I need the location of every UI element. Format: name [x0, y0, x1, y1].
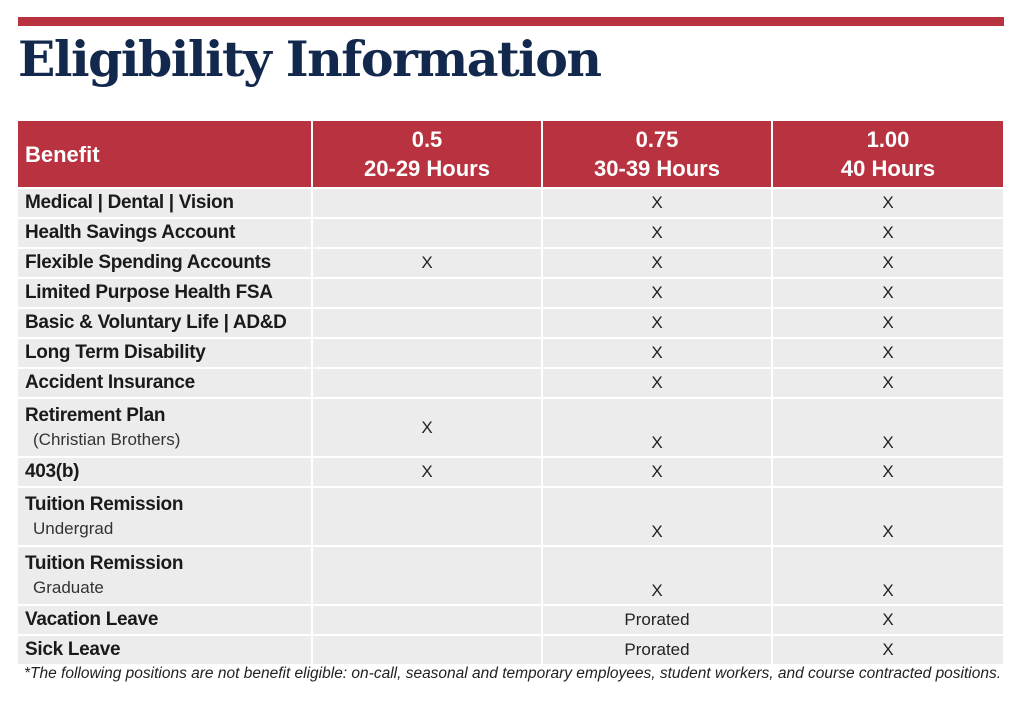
eligibility-cell: [542, 605, 772, 635]
table-row: [18, 308, 1003, 338]
eligible-mark: X: [421, 253, 433, 272]
eligibility-cell: [312, 546, 542, 605]
benefit-cell: [18, 278, 312, 308]
eligible-mark: X: [651, 193, 663, 212]
table-row: [18, 487, 1003, 546]
footnote: *The following positions are not benefit eligible: on-call, seasonal and temporary employees, student workers, and course contracted positions.: [24, 665, 1002, 682]
eligibility-cell: [542, 368, 772, 398]
eligibility-cell: [772, 278, 1003, 308]
benefit-cell: [18, 248, 312, 278]
table-row: [18, 278, 1003, 308]
benefit-name: 403(b): [25, 461, 80, 482]
header-hours: 30-39 Hours: [594, 156, 720, 181]
eligible-mark: X: [882, 640, 894, 659]
eligibility-cell: [772, 546, 1003, 605]
eligibility-cell: [312, 338, 542, 368]
eligible-mark: X: [882, 253, 894, 272]
benefit-cell: [18, 218, 312, 248]
eligible-mark: X: [882, 462, 894, 481]
eligible-mark: X: [651, 313, 663, 332]
benefit-name: Retirement Plan: [25, 404, 166, 426]
header-fte-0-75: [542, 121, 772, 188]
eligibility-cell: [312, 487, 542, 546]
eligibility-cell: [542, 338, 772, 368]
header-hours: 20-29 Hours: [364, 156, 490, 181]
eligibility-cell: [542, 546, 772, 605]
eligibility-cell: [542, 188, 772, 218]
eligible-mark: X: [882, 193, 894, 212]
benefit-cell: [18, 188, 312, 218]
eligibility-cell: [772, 218, 1003, 248]
eligibility-cell: [772, 338, 1003, 368]
eligible-mark: X: [882, 610, 894, 629]
eligible-mark: X: [651, 462, 663, 481]
table-row: [18, 248, 1003, 278]
eligible-mark: X: [882, 313, 894, 332]
benefit-name: Health Savings Account: [25, 222, 236, 243]
benefit-name: Tuition Remission: [25, 552, 184, 574]
benefit-name: Flexible Spending Accounts: [25, 252, 271, 273]
header-fte-value: 1.00: [866, 127, 910, 152]
eligible-mark: X: [421, 417, 433, 437]
benefit-name: Long Term Disability: [25, 342, 206, 363]
eligible-mark: X: [882, 223, 894, 242]
eligible-mark: X: [882, 283, 894, 302]
table-row: [18, 218, 1003, 248]
eligible-mark: X: [651, 223, 663, 242]
benefit-name: Tuition Remission: [25, 493, 184, 515]
eligible-mark: X: [651, 522, 663, 541]
eligibility-cell: [312, 218, 542, 248]
benefit-name: Accident Insurance: [25, 372, 195, 393]
eligibility-value: Prorated: [624, 610, 690, 629]
eligible-mark: X: [651, 433, 663, 452]
eligibility-cell: [312, 248, 542, 278]
page-title: Eligibility Information: [18, 30, 601, 88]
eligible-mark: X: [651, 343, 663, 362]
header-benefit: [18, 121, 312, 188]
eligible-mark: X: [882, 581, 894, 600]
eligibility-cell: [542, 635, 772, 664]
eligibility-cell: [772, 398, 1003, 457]
eligibility-cell: [772, 605, 1003, 635]
table-row: [18, 635, 1003, 664]
eligibility-cell: [312, 368, 542, 398]
benefit-cell: [18, 546, 312, 605]
header-fte-value: 0.75: [635, 127, 679, 152]
benefit-subtitle: Undergrad: [33, 518, 114, 538]
eligibility-cell: [542, 457, 772, 487]
eligibility-cell: [312, 605, 542, 635]
benefit-name: Vacation Leave: [25, 609, 159, 630]
benefit-name: Limited Purpose Health FSA: [25, 282, 273, 303]
eligibility-cell: [772, 248, 1003, 278]
table-row: [18, 338, 1003, 368]
benefit-name: Medical | Dental | Vision: [25, 192, 234, 213]
eligibility-cell: [772, 457, 1003, 487]
eligibility-cell: [312, 457, 542, 487]
eligible-mark: X: [651, 373, 663, 392]
eligibility-cell: [542, 278, 772, 308]
benefit-subtitle: Graduate: [33, 577, 104, 597]
table-row: [18, 368, 1003, 398]
eligibility-cell: [542, 248, 772, 278]
benefit-cell: [18, 605, 312, 635]
eligible-mark: X: [651, 283, 663, 302]
table-row: [18, 546, 1003, 605]
eligibility-cell: [312, 308, 542, 338]
eligibility-cell: [312, 278, 542, 308]
eligibility-table: [18, 121, 1003, 664]
benefit-cell: [18, 457, 312, 487]
eligibility-cell: [312, 398, 542, 457]
header-fte-1-00: [772, 121, 1003, 188]
table-row: [18, 188, 1003, 218]
header-fte-value: 0.5: [411, 127, 443, 152]
eligible-mark: X: [882, 522, 894, 541]
benefit-cell: [18, 308, 312, 338]
eligible-mark: X: [882, 373, 894, 392]
eligibility-cell: [312, 635, 542, 664]
eligibility-value: Prorated: [624, 640, 690, 659]
eligible-mark: X: [882, 433, 894, 452]
eligible-mark: X: [651, 581, 663, 600]
eligible-mark: X: [651, 253, 663, 272]
benefit-name: Sick Leave: [25, 639, 121, 660]
benefit-cell: [18, 487, 312, 546]
benefit-cell: [18, 338, 312, 368]
eligibility-cell: [772, 188, 1003, 218]
header-benefit-label: Benefit: [25, 141, 100, 167]
eligibility-cell: [772, 308, 1003, 338]
eligibility-cell: [772, 487, 1003, 546]
eligibility-cell: [772, 635, 1003, 664]
benefit-cell: [18, 635, 312, 664]
eligible-mark: X: [421, 462, 433, 481]
benefit-cell: [18, 398, 312, 457]
table-row: [18, 398, 1003, 457]
eligibility-cell: [542, 218, 772, 248]
eligibility-cell: [772, 368, 1003, 398]
benefit-cell: [18, 368, 312, 398]
eligibility-cell: [542, 487, 772, 546]
table-row: [18, 605, 1003, 635]
eligibility-cell: [312, 188, 542, 218]
eligibility-cell: [542, 398, 772, 457]
header-hours: 40 Hours: [840, 156, 936, 181]
header-fte-0-5: [312, 121, 542, 188]
benefit-name: Basic & Voluntary Life | AD&D: [25, 312, 287, 333]
eligible-mark: X: [882, 343, 894, 362]
benefit-subtitle: (Christian Brothers): [33, 429, 181, 449]
table-row: [18, 457, 1003, 487]
table-header-row: [18, 121, 1003, 188]
eligibility-cell: [542, 308, 772, 338]
